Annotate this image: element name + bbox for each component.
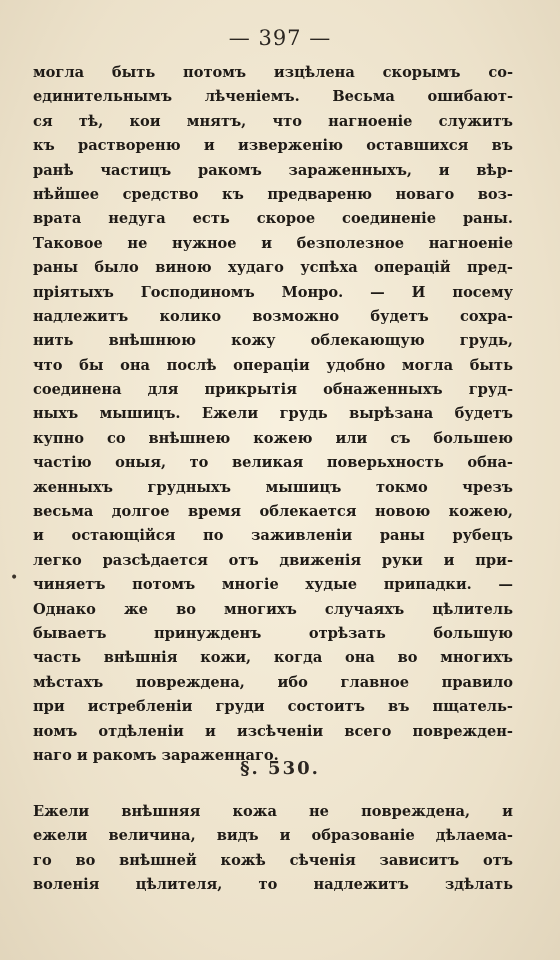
- text-line: весьма долгое время облекается новою кожею,: [33, 503, 513, 521]
- text-line: единительнымъ лѣченіемъ. Весьма ошибают-: [33, 88, 513, 106]
- text-line: чиняетъ потомъ многіе худые припадки. —: [33, 576, 513, 594]
- text-line: номъ отдѣленіи и изсѣченіи всего поврежден-: [33, 722, 513, 740]
- text-line: при истребленіи груди состоитъ въ пщатель-: [33, 698, 513, 716]
- text-line: бываетъ принужденъ отрѣзать большую: [33, 624, 513, 642]
- text-line: раны было виною худаго успѣха операцій пред-: [33, 259, 513, 277]
- text-line: врата недуга есть скорое соединеніе раны.: [33, 210, 513, 228]
- text-line: что бы она послѣ операціи удобно могла быть: [33, 356, 513, 374]
- paragraph-1: [33, 61, 513, 768]
- text-line: могла быть потомъ изцѣлена скорымъ со-: [33, 64, 513, 81]
- text-line: воленія цѣлителя, то надлежитъ здѣлать: [33, 876, 513, 894]
- text-line: ранѣ частицъ ракомъ зараженныхъ, и вѣр-: [33, 161, 513, 179]
- text-line: пріятыхъ Господиномъ Монро. — И посему: [33, 283, 513, 301]
- text-line: наго и ракомъ зараженнаго.: [33, 746, 279, 764]
- text-line: нѣйшее средство къ предвареню новаго воз-: [33, 185, 513, 203]
- text-line: Таковое не нужное и безполезное нагноеніе: [33, 234, 513, 252]
- text-line: Однако же во многихъ случаяхъ цѣлитель: [33, 600, 513, 618]
- text-line: частію оныя, то великая поверьхность обна-: [33, 454, 513, 472]
- text-line: мѣстахъ повреждена, ибо главное правило: [33, 673, 513, 691]
- text-line: легко разсѣдается отъ движенія руки и при-: [33, 551, 513, 569]
- text-line: къ раствореню и изверженію оставшихся въ: [33, 137, 513, 155]
- text-line: женныхъ грудныхъ мышицъ токмо чрезъ: [33, 478, 513, 496]
- text-line: часть внѣшнія кожи, когда она во многихъ: [33, 649, 513, 667]
- text-line: надлежитъ колико возможно будетъ сохра-: [33, 307, 513, 325]
- text-line: купно со внѣшнею кожею или съ большею: [33, 429, 513, 447]
- page-number: — 397 —: [228, 26, 332, 50]
- text-line: соединена для прикрытія обнаженныхъ груд-: [33, 381, 513, 399]
- text-line: ежели величина, видъ и образованіе дѣлаема-: [33, 827, 513, 845]
- text-line: нить внѣшнюю кожу облекающую грудь,: [33, 332, 513, 350]
- paragraph-2: [33, 800, 513, 898]
- text-line: го во внѣшней кожѣ сѣченія зависитъ отъ: [33, 851, 513, 869]
- text-line: и остающійся по заживленіи раны рубецъ: [33, 527, 513, 545]
- text-line: ся тѣ, кои мнятъ, что нагноеніе служитъ: [33, 112, 513, 130]
- section-heading: §. 530.: [240, 758, 320, 779]
- text-line: ныхъ мышицъ. Ежели грудь вырѣзана будетъ: [33, 405, 513, 423]
- margin-dot: •: [10, 570, 19, 586]
- text-line: Ежели внѣшняя кожа не повреждена, и: [33, 803, 513, 820]
